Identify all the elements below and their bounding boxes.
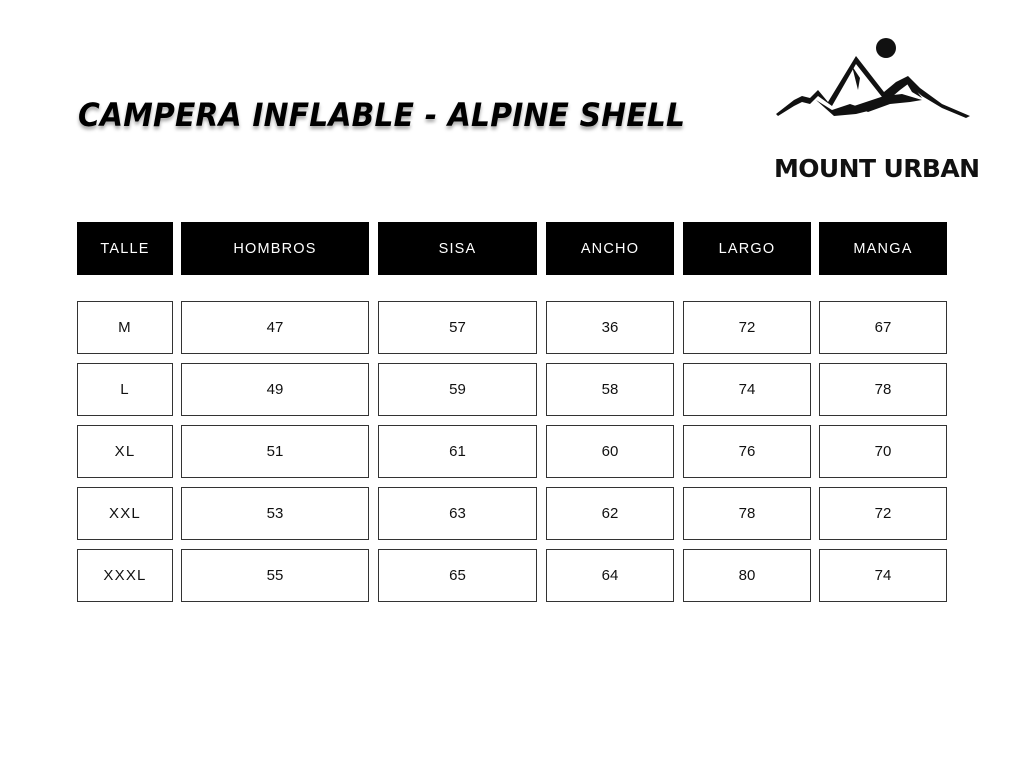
table-cell-ancho: 64 (546, 549, 674, 602)
header-sisa: SISA (378, 222, 537, 275)
table-cell-sisa: 63 (378, 487, 537, 540)
table-cell-manga: 78 (819, 363, 947, 416)
header-talle: TALLE (77, 222, 173, 275)
table-cell-largo: 80 (683, 549, 811, 602)
table-cell-hombros: 51 (181, 425, 369, 478)
table-cell-sisa: 65 (378, 549, 537, 602)
table-cell-sisa: 59 (378, 363, 537, 416)
table-cell-ancho: 36 (546, 301, 674, 354)
mountain-sun-logo-icon (772, 34, 972, 124)
table-cell-size: XXL (77, 487, 173, 540)
header-manga: MANGA (819, 222, 947, 275)
table-cell-sisa: 61 (378, 425, 537, 478)
table-cell-size: XXXL (77, 549, 173, 602)
table-cell-manga: 70 (819, 425, 947, 478)
table-cell-manga: 72 (819, 487, 947, 540)
table-cell-size: L (77, 363, 173, 416)
brand-logo (772, 34, 980, 183)
header-hombros: HOMBROS (181, 222, 369, 275)
table-cell-sisa: 57 (378, 301, 537, 354)
table-cell-largo: 76 (683, 425, 811, 478)
table-cell-manga: 74 (819, 549, 947, 602)
brand-name: MOUNT URBAN (774, 154, 980, 183)
header-largo: LARGO (683, 222, 811, 275)
table-cell-hombros: 55 (181, 549, 369, 602)
table-cell-largo: 74 (683, 363, 811, 416)
table-cell-largo: 72 (683, 301, 811, 354)
table-cell-largo: 78 (683, 487, 811, 540)
table-cell-hombros: 49 (181, 363, 369, 416)
table-cell-manga: 67 (819, 301, 947, 354)
table-cell-ancho: 60 (546, 425, 674, 478)
table-cell-hombros: 53 (181, 487, 369, 540)
table-cell-size: M (77, 301, 173, 354)
table-cell-ancho: 62 (546, 487, 674, 540)
page-title: CAMPERA INFLABLE - ALPINE SHELL (78, 96, 686, 134)
header-ancho: ANCHO (546, 222, 674, 275)
table-cell-hombros: 47 (181, 301, 369, 354)
table-cell-ancho: 58 (546, 363, 674, 416)
table-cell-size: XL (77, 425, 173, 478)
